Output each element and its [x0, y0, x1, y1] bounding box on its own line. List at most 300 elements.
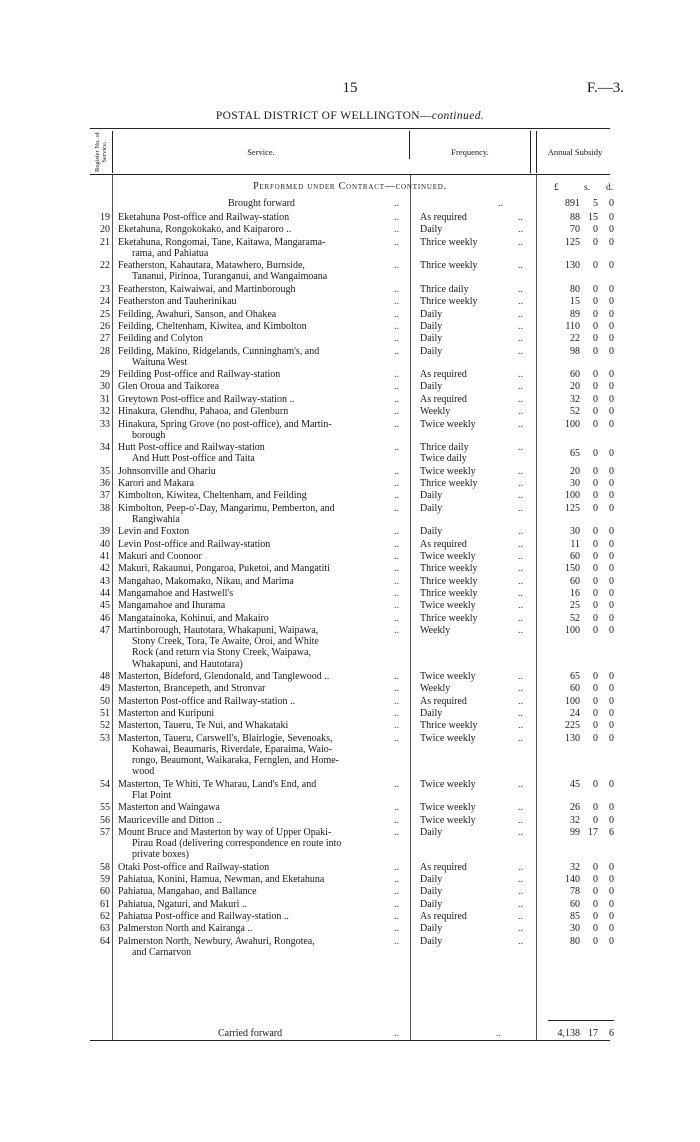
service-line: Whakapuni, and Hautotara): [132, 658, 243, 670]
shillings-value: 0: [593, 381, 598, 393]
column-header-register: Register No. of Service.: [90, 131, 113, 173]
service-line: Eketahuna Post-office and Railway-station: [118, 212, 290, 223]
service-description: [118, 503, 406, 525]
register-number: 50: [100, 695, 110, 707]
frequency: Daily: [420, 308, 443, 320]
pence-value: 0: [609, 874, 614, 885]
service-line: Featherston and Tauherinikau: [118, 296, 237, 308]
register-number: 49: [100, 683, 110, 695]
pounds-value: 52: [570, 406, 580, 418]
service-line: wood: [132, 766, 155, 778]
service-description: [118, 683, 406, 694]
column-divider: [410, 175, 411, 1041]
frequency: Twice weekly: [420, 465, 476, 477]
service-line: Masterton, Brancepeth, and Stronvar: [118, 683, 266, 695]
pounds-value: 20: [570, 465, 580, 477]
service-line: Eketahuna, Rongokokako, and Kaiparoro ..: [118, 224, 292, 236]
pence-value: 0: [609, 418, 614, 430]
service-line: Waituna West: [132, 356, 188, 368]
service-line: Karori and Makara: [118, 477, 195, 489]
service-description: [118, 526, 406, 537]
shillings-value: 0: [593, 465, 598, 477]
section-heading: Performed under Contract—continued.: [253, 181, 447, 192]
shillings-value: 0: [593, 369, 598, 381]
frequency: Daily: [420, 490, 443, 502]
service-description: [118, 827, 406, 861]
pence-value: 0: [609, 393, 614, 405]
register-number: 32: [100, 406, 110, 418]
service-line: Rangiwahia: [132, 513, 180, 525]
pence-value: 0: [609, 283, 614, 295]
pence-value: 0: [609, 224, 614, 236]
register-number: 28: [100, 345, 110, 357]
register-number: 40: [100, 538, 110, 550]
pence-value: 0: [609, 369, 614, 381]
pence-value: 0: [609, 477, 614, 489]
register-number: 48: [100, 670, 110, 682]
frequency: Daily: [420, 923, 443, 935]
register-number: 38: [100, 502, 110, 514]
frequency: Thrice daily: [420, 283, 469, 295]
register-number: 22: [100, 260, 110, 272]
pence-value: 0: [609, 814, 614, 826]
frequency: Thrice weekly: [420, 296, 478, 308]
frequency: Twice weekly: [420, 418, 476, 430]
service-description: [118, 212, 406, 223]
service-line: Rock (and return via Stony Creek, Waipawa,: [132, 647, 311, 659]
service-line: Featherston, Kahautara, Matawhero, Burnside,: [118, 260, 305, 272]
pence-value: 0: [609, 320, 614, 332]
register-number: 59: [100, 874, 110, 885]
frequency: Daily: [420, 320, 443, 332]
register-number: 39: [100, 526, 110, 538]
pence-value: 0: [609, 683, 614, 695]
pence-value: 0: [609, 502, 614, 514]
register-number: 57: [100, 826, 110, 838]
service-line: Masterton, Te Whiti, Te Wharau, Land's End, and: [118, 778, 317, 790]
pence-value: 0: [609, 345, 614, 357]
service-line: Kohawai, Beaumaris, Riverdale, Eparaima, Waio-: [132, 743, 333, 755]
pounds-value: 85: [570, 911, 580, 923]
shillings-value: 0: [593, 550, 598, 562]
frequency: Daily: [420, 708, 443, 719]
pence-value: 0: [609, 236, 614, 248]
register-number: 37: [100, 490, 110, 502]
frequency: Thrice weekly: [420, 260, 478, 272]
service-line: Martinborough, Hautotara, Whakapuni, Waipawa,: [118, 625, 319, 636]
shillings-value: 0: [593, 224, 598, 236]
frequency: Daily: [420, 526, 443, 538]
service-line: Mangahao, Makomako, Nikau, and Marima: [118, 575, 294, 587]
service-line: Feilding, Makino, Ridgelands, Cunningham's, and: [118, 345, 320, 357]
service-description: [118, 613, 406, 624]
pounds-value: 125: [565, 502, 580, 514]
frequency: Weekly: [420, 683, 451, 695]
service-description: [118, 490, 406, 501]
frequency: Daily: [420, 826, 443, 838]
service-description: [118, 874, 406, 885]
frequency: Twice weekly: [420, 814, 476, 826]
register-number: 30: [100, 381, 110, 393]
shillings-value: 0: [593, 447, 598, 459]
shillings-value: 0: [593, 732, 598, 744]
service-line: Pirau Road (delivering correspondence en route into: [132, 838, 342, 850]
shillings-value: 0: [593, 477, 598, 489]
register-number: 20: [100, 224, 110, 236]
pence-value: 0: [609, 923, 614, 935]
pounds-value: 22: [570, 333, 580, 345]
shillings-value: 0: [593, 283, 598, 295]
pounds-value: 52: [570, 612, 580, 624]
shillings-value: 0: [593, 612, 598, 624]
service-description: [118, 671, 406, 682]
shillings-value: 0: [593, 695, 598, 707]
service-description: [118, 321, 406, 332]
frequency: As required: [420, 538, 467, 550]
frequency: Thrice weekly: [420, 563, 478, 575]
service-line: Hinakura, Glendhu, Pahaoa, and Glenburn: [118, 406, 289, 418]
pounds-value: 80: [570, 283, 580, 295]
shillings-value: 0: [593, 563, 598, 575]
shillings-value: 0: [593, 670, 598, 682]
pence-value: 0: [609, 695, 614, 707]
service-description: [118, 862, 406, 873]
shillings-value: 0: [593, 236, 598, 248]
service-line: Mauriceville and Ditton ..: [118, 814, 222, 826]
register-number: 27: [100, 333, 110, 345]
pounds-value: 30: [570, 923, 580, 935]
pence-symbol: d.: [606, 183, 614, 193]
frequency-secondary: Twice daily: [420, 453, 467, 465]
total-rule: [548, 1020, 614, 1021]
register-number: 19: [100, 212, 110, 223]
service-line: Flat Point: [132, 789, 172, 801]
shillings-value: 0: [593, 683, 598, 695]
service-description: [118, 802, 406, 813]
service-line: Greytown Post-office and Railway-station ..: [118, 393, 295, 405]
register-number: 52: [100, 720, 110, 732]
pence-value: 0: [609, 935, 614, 947]
service-line: Johnsonville and Ohariu: [118, 465, 216, 477]
register-number: 45: [100, 600, 110, 612]
table-bottom-rule: [90, 1040, 610, 1041]
column-divider: [536, 175, 537, 1041]
shillings-value: 0: [593, 861, 598, 873]
service-line: Levin and Foxton: [118, 526, 190, 538]
frequency: Thrice weekly: [420, 720, 478, 732]
pence-value: 0: [609, 600, 614, 612]
pounds-value: 60: [570, 575, 580, 587]
service-line: Feilding Post-office and Railway-station: [118, 369, 281, 381]
service-line: And Hutt Post-office and Taita: [132, 453, 255, 465]
shillings-value: 0: [593, 720, 598, 732]
pence-value: 0: [609, 670, 614, 682]
table-top-rule: [90, 128, 610, 129]
service-description: [118, 224, 406, 235]
pence-value: 0: [609, 732, 614, 744]
frequency: Twice weekly: [420, 550, 476, 562]
service-line: rama, and Pahiatua: [132, 247, 209, 259]
pounds-value: 80: [570, 935, 580, 947]
column-divider: [112, 175, 113, 1041]
shillings-value: 0: [593, 708, 598, 719]
service-line: Kimbolton, Peep-o'-Day, Mangarimu, Pemberton, and: [118, 502, 335, 514]
pence-value: 0: [609, 886, 614, 898]
pence-value: 0: [609, 911, 614, 923]
service-line: Feilding and Colyton: [118, 333, 203, 345]
pence-value: 0: [609, 538, 614, 550]
pounds-value: 45: [570, 778, 580, 790]
register-number: 55: [100, 802, 110, 814]
service-line: Pahiatua, Mangahao, and Ballance: [118, 886, 257, 898]
frequency: Twice weekly: [420, 778, 476, 790]
frequency: Thrice weekly: [420, 236, 478, 248]
frequency: As required: [420, 393, 467, 405]
frequency: Daily: [420, 381, 443, 393]
service-line: Mangatainoka, Kohinui, and Makairo: [118, 612, 269, 624]
pence-value: 0: [609, 778, 614, 790]
pounds-value: 60: [570, 550, 580, 562]
pounds-value: 30: [570, 526, 580, 538]
shillings-value: 0: [593, 625, 598, 636]
service-description: [118, 588, 406, 599]
register-number: 61: [100, 898, 110, 910]
shillings-value: 0: [593, 874, 598, 885]
service-line: Pahiatua, Ngaturi, and Makuri ..: [118, 898, 247, 910]
pounds-value: 65: [570, 670, 580, 682]
service-line: Masterton, Taueru, Te Nui, and Whakataki: [118, 720, 289, 732]
shillings-value: 0: [593, 308, 598, 320]
pounds-value: 60: [570, 369, 580, 381]
register-number: 63: [100, 923, 110, 935]
pounds-value: 89: [570, 308, 580, 320]
service-description: [118, 478, 406, 489]
pounds-value: 70: [570, 224, 580, 236]
service-description: [118, 381, 406, 392]
frequency: Thrice weekly: [420, 612, 478, 624]
shillings-value: 0: [593, 490, 598, 502]
page-title: [0, 110, 700, 122]
service-description: [118, 600, 406, 611]
pence-value: 0: [609, 308, 614, 320]
service-line: Palmerston North and Kairanga ..: [118, 923, 253, 935]
pence-value: 0: [609, 720, 614, 732]
pounds-value: 26: [570, 802, 580, 814]
pounds-value: 140: [565, 874, 580, 885]
service-line: Pahiatua, Konini, Hamua, Newman, and Eketahuna: [118, 874, 325, 885]
service-description: [118, 419, 406, 441]
shillings-value: 17: [588, 826, 598, 838]
pence-value: 0: [609, 587, 614, 599]
service-description: [118, 576, 406, 587]
service-description: [118, 296, 406, 307]
service-line: rongo, Beaumont, Waikaraka, Fernglen, and Home-: [132, 755, 340, 767]
shillings-value: 0: [593, 296, 598, 308]
service-line: Mount Bruce and Masterton by way of Upper Opaki-: [118, 826, 332, 838]
frequency: Thrice weekly: [420, 575, 478, 587]
pounds-value: 98: [570, 345, 580, 357]
service-line: Otaki Post-office and Railway-station: [118, 861, 270, 873]
frequency: Daily: [420, 224, 443, 236]
frequency: As required: [420, 212, 467, 223]
shillings-value: 0: [593, 418, 598, 430]
shillings-value: 0: [593, 526, 598, 538]
pounds-value: 130: [565, 260, 580, 272]
service-description: [118, 260, 406, 282]
service-line: Glen Oroua and Taikorea: [118, 381, 220, 393]
service-description: [118, 333, 406, 344]
pounds-value: 100: [565, 490, 580, 502]
frequency: Twice weekly: [420, 600, 476, 612]
register-number: 44: [100, 587, 110, 599]
service-description: [118, 779, 406, 801]
pence-value: 0: [609, 260, 614, 272]
service-line: Hutt Post-office and Railway-station: [118, 442, 265, 454]
pence-value: 0: [609, 526, 614, 538]
frequency: As required: [420, 861, 467, 873]
register-number: 21: [100, 236, 110, 248]
register-number: 62: [100, 911, 110, 923]
shillings-value: 0: [593, 935, 598, 947]
service-description: [118, 563, 406, 574]
service-line: Feilding, Awahuri, Sanson, and Ohakea: [118, 308, 277, 320]
shillings-value: 15: [588, 212, 598, 223]
service-line: borough: [132, 429, 166, 441]
pence-value: 0: [609, 550, 614, 562]
frequency: Thrice weekly: [420, 477, 478, 489]
service-description: [118, 394, 406, 405]
service-line: private boxes): [132, 849, 189, 861]
pounds-symbol: £: [554, 183, 559, 193]
shillings-value: 0: [593, 802, 598, 814]
shillings-value: 0: [593, 333, 598, 345]
frequency: Daily: [420, 874, 443, 885]
service-description: [118, 815, 406, 826]
frequency: Daily: [420, 345, 443, 357]
brought-forward-label: Brought forward: [228, 198, 295, 209]
register-number: 26: [100, 320, 110, 332]
pounds-value: 100: [565, 418, 580, 430]
column-header-subsidy: Annual Subsidy: [536, 131, 613, 173]
service-description: [118, 899, 406, 910]
pence-value: 0: [609, 333, 614, 345]
frequency: Weekly: [420, 406, 451, 418]
frequency: Daily: [420, 886, 443, 898]
shillings-value: 0: [593, 814, 598, 826]
register-number: 53: [100, 732, 110, 744]
pence-value: 0: [609, 212, 614, 223]
shillings-value: 0: [593, 911, 598, 923]
service-description: [118, 369, 406, 380]
shillings-value: 0: [593, 502, 598, 514]
pounds-value: 32: [570, 393, 580, 405]
service-line: Feilding, Cheltenham, Kiwitea, and Kimbolton: [118, 320, 307, 332]
shillings-value: 0: [593, 923, 598, 935]
register-number: 56: [100, 814, 110, 826]
pounds-value: 225: [565, 720, 580, 732]
pence-value: 0: [609, 296, 614, 308]
pounds-value: 65: [570, 447, 580, 459]
shillings-value: 0: [593, 345, 598, 357]
shillings-value: 0: [593, 320, 598, 332]
service-line: Mangamahoe and Hastwell's: [118, 587, 234, 599]
pounds-value: 11: [570, 538, 580, 550]
register-number: 25: [100, 308, 110, 320]
title-suffix: continued.: [431, 110, 485, 122]
title-main: POSTAL DISTRICT OF WELLINGTON—: [215, 110, 432, 122]
pounds-value: 99: [570, 826, 580, 838]
page-number: 15: [342, 80, 358, 96]
frequency: Daily: [420, 333, 443, 345]
shillings-value: 0: [593, 538, 598, 550]
pounds-value: 110: [565, 320, 580, 332]
service-line: Levin Post-office and Railway-station: [118, 538, 271, 550]
pounds-value: 15: [570, 296, 580, 308]
service-description: [118, 346, 406, 368]
pence-value: 0: [609, 861, 614, 873]
pence-value: 0: [609, 575, 614, 587]
pounds-value: 125: [565, 236, 580, 248]
column-header-service: Service.: [113, 131, 410, 159]
register-number: 35: [100, 465, 110, 477]
carried-forward-label: Carried forward: [218, 1028, 283, 1039]
pence-value: 0: [609, 612, 614, 624]
pence-value: 0: [609, 406, 614, 418]
register-number: 24: [100, 296, 110, 308]
service-line: Stony Creek, Tora, Te Awaite, Oroi, and White: [132, 636, 319, 648]
register-number: 34: [100, 442, 110, 454]
pence-value: 0: [609, 490, 614, 502]
document-reference: F.—3.: [586, 80, 624, 96]
register-number: 41: [100, 550, 110, 562]
service-description: [118, 309, 406, 320]
frequency: Twice weekly: [420, 670, 476, 682]
frequency: Daily: [420, 935, 443, 947]
service-description: [118, 936, 406, 958]
register-number: 43: [100, 575, 110, 587]
pounds-value: 20: [570, 381, 580, 393]
service-description: [118, 886, 406, 897]
shillings-value: 0: [593, 778, 598, 790]
service-line: Featherston, Kaiwaiwai, and Martinborough: [118, 283, 296, 295]
pence-value: 0: [609, 802, 614, 814]
pounds-value: 30: [570, 477, 580, 489]
service-line: Masterton and Waingawa: [118, 802, 220, 814]
pence-value: 0: [609, 898, 614, 910]
pounds-value: 32: [570, 814, 580, 826]
service-line: Eketahuna, Rongomai, Tane, Kaitawa, Mangarama-: [118, 236, 326, 248]
pence-value: 0: [609, 625, 614, 636]
frequency: As required: [420, 911, 467, 923]
frequency: As required: [420, 695, 467, 707]
shillings-symbol: s.: [584, 183, 591, 193]
table-header-rule: [90, 174, 610, 175]
frequency: Daily: [420, 502, 443, 514]
pounds-value: 16: [570, 587, 580, 599]
service-line: Hinakura, Spring Grove (no post-office), and Martin-: [118, 418, 332, 430]
register-number: 29: [100, 369, 110, 381]
pence-value: 0: [609, 708, 614, 719]
service-description: [118, 733, 406, 778]
column-header-frequency: Frequency.: [410, 131, 531, 173]
pounds-value: 150: [565, 563, 580, 575]
frequency: Thrice weekly: [420, 587, 478, 599]
pounds-value: 78: [570, 886, 580, 898]
frequency: Weekly: [420, 625, 451, 636]
service-line: and Carnarvon: [132, 946, 192, 958]
service-line: Makuri and Coonoor: [118, 550, 202, 562]
frequency: Twice weekly: [420, 732, 476, 744]
